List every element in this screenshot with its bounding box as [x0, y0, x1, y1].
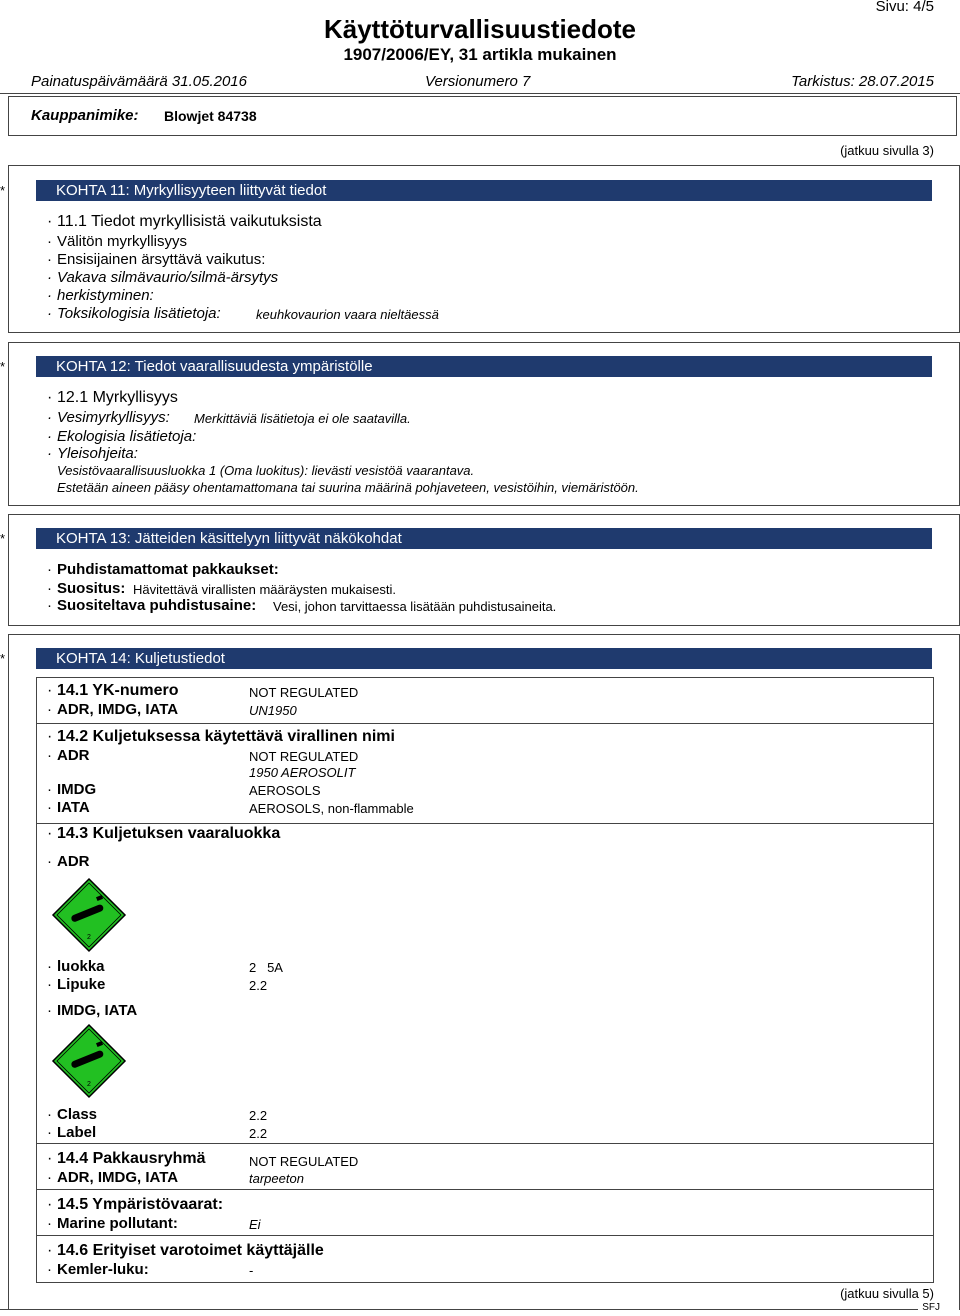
- pg-modes-value: tarpeeton: [249, 1171, 304, 1186]
- s12-line-4: · Yleisohjeita:: [57, 445, 138, 462]
- revision-date: Tarkistus: 28.07.2015: [791, 73, 934, 90]
- footer-divider: [0, 1309, 918, 1310]
- s12-line-3: · Ekologisia lisätietoja:: [57, 428, 196, 445]
- luokka-value: 2 5A: [249, 960, 283, 975]
- hazard-class-box: [36, 823, 934, 1144]
- print-date: Painatuspäivämäärä 31.05.2016: [31, 73, 247, 90]
- kemler-value: -: [249, 1263, 254, 1278]
- s11-line-3: · Ensisijainen ärsyttävä vaikutus:: [57, 251, 265, 268]
- s11-line-5: · herkistyminen:: [57, 287, 154, 304]
- hazard-class-label: · 14.3 Kuljetuksen vaaraluokka: [57, 825, 280, 843]
- label2-value: 2.2: [249, 1126, 268, 1141]
- s11-line-6-value: keuhkovaurion vaara nieltäessä: [256, 307, 439, 322]
- continued-from: (jatkuu sivulla 3): [840, 143, 934, 158]
- trade-name-label: Kauppanimike:: [31, 107, 139, 124]
- s13-line-2-value: Hävitettävä virallisten määräysten mukaisesti.: [133, 582, 396, 597]
- class-adr-label: · ADR: [57, 853, 90, 870]
- s11-line-2: · Välitön myrkyllisyys: [57, 233, 187, 250]
- s13-line-3-label: · Suositeltava puhdistusaine:: [57, 597, 256, 614]
- trade-name-box: [8, 96, 957, 136]
- lipuke-value: 2.2: [249, 978, 268, 993]
- psn-imdg-value: AEROSOLS: [249, 783, 321, 798]
- pg-modes-label: · ADR, IMDG, IATA: [57, 1169, 178, 1186]
- s12-line-6: Estetään aineen pääsy ohentamattomana tai suurina määrinä pohjaveteen, vesistöihin, viemäristöön.: [57, 480, 639, 495]
- label-number: 2: [87, 1081, 91, 1088]
- marine-pollutant-label: · Marine pollutant:: [57, 1215, 178, 1232]
- psn-iata-value: AEROSOLS, non-flammable: [249, 801, 414, 816]
- marine-pollutant-value: Ei: [249, 1217, 261, 1232]
- packing-group-label: · 14.4 Pakkausryhmä: [57, 1150, 206, 1168]
- class2-label: · Class: [57, 1106, 97, 1123]
- packing-group-value: NOT REGULATED: [249, 1154, 359, 1169]
- continued-to: (jatkuu sivulla 5): [840, 1286, 934, 1301]
- kemler-label: · Kemler-luku:: [57, 1261, 149, 1278]
- s13-line-1: · Puhdistamattomat pakkaukset:: [57, 561, 279, 578]
- header-divider: [0, 93, 960, 94]
- environmental-hazards-label: · 14.5 Ympäristövaarat:: [57, 1196, 223, 1214]
- luokka-label: · luokka: [57, 958, 105, 975]
- psn-adr-value-2: 1950 AEROSOLIT: [249, 765, 356, 780]
- placard-number: 2: [87, 934, 91, 941]
- un-modes-value: UN1950: [249, 703, 297, 718]
- page-number: Sivu: 4/5: [875, 0, 934, 15]
- s12-line-1: · 12.1 Myrkyllisyys: [57, 389, 178, 407]
- psn-adr-label: · ADR: [57, 747, 90, 764]
- section-13-heading: KOHTA 13: Jätteiden käsittelyyn liittyvät näkökohdat: [36, 528, 932, 549]
- psn-imdg-label: · IMDG: [57, 781, 96, 798]
- document-subtitle: 1907/2006/EY, 31 artikla mukainen: [343, 45, 617, 64]
- trade-name-value: Blowjet 84738: [164, 108, 257, 124]
- gas-class-2-placard-icon: [50, 876, 128, 954]
- version-number: Versionumero 7: [425, 73, 531, 90]
- lipuke-label: · Lipuke: [57, 976, 105, 993]
- gas-class-2-label-icon: [50, 1022, 128, 1100]
- un-modes-label: · ADR, IMDG, IATA: [57, 701, 178, 718]
- s12-line-2-value: Merkittäviä lisätietoja ei ole saatavilla.: [194, 411, 411, 426]
- section-11-heading: KOHTA 11: Myrkyllisyyteen liittyvät tiedot: [36, 180, 932, 201]
- imdg-iata-label: · IMDG, IATA: [57, 1002, 137, 1019]
- change-marker: *: [0, 531, 6, 546]
- s12-line-2-label: · Vesimyrkyllisyys:: [57, 409, 170, 426]
- section-12-heading: KOHTA 12: Tiedot vaarallisuudesta ympäristölle: [36, 356, 932, 377]
- s13-line-2-label: · Suositus:: [57, 580, 125, 597]
- section-14-heading: KOHTA 14: Kuljetustiedot: [36, 648, 932, 669]
- change-marker: *: [0, 359, 6, 374]
- change-marker: *: [0, 183, 6, 198]
- s11-line-6-label: · Toksikologisia lisätietoja:: [57, 305, 221, 322]
- special-precautions-label: · 14.6 Erityiset varotoimet käyttäjälle: [57, 1242, 324, 1260]
- shipping-name-label: · 14.2 Kuljetuksessa käytettävä virallinen nimi: [57, 728, 395, 746]
- s11-line-1: · 11.1 Tiedot myrkyllisistä vaikutuksista: [57, 213, 322, 231]
- s11-line-4: · Vakava silmävaurio/silmä-ärsytys: [57, 269, 278, 286]
- un-number-label: · 14.1 YK-numero: [57, 682, 179, 700]
- un-number-value: NOT REGULATED: [249, 685, 359, 700]
- document-title: Käyttöturvallisuustiedote: [323, 14, 637, 44]
- psn-adr-value-1: NOT REGULATED: [249, 749, 359, 764]
- footer-code: SFJ: [918, 1302, 940, 1313]
- change-marker: *: [0, 651, 6, 666]
- label2-label: · Label: [57, 1124, 96, 1141]
- psn-iata-label: · IATA: [57, 799, 90, 816]
- class2-value: 2.2: [249, 1108, 268, 1123]
- s12-line-5: Vesistövaarallisuusluokka 1 (Oma luokitus): lievästi vesistöä vaarantava.: [57, 463, 475, 478]
- s13-line-3-value: Vesi, johon tarvittaessa lisätään puhdistusaineita.: [273, 599, 557, 614]
